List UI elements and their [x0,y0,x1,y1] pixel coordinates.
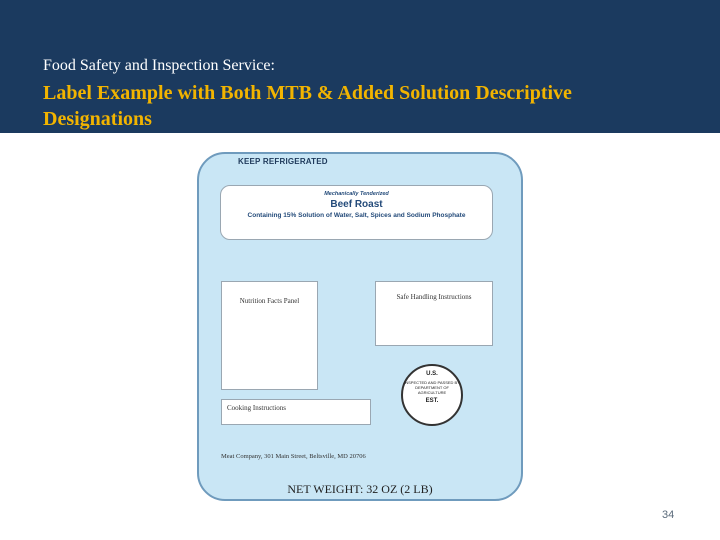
product-name-box [220,185,493,240]
net-weight: NET WEIGHT: 32 OZ (2 LB) [287,482,433,496]
slide-title: Label Example with Both MTB & Added Solution Descriptive Designations [43,82,572,130]
company-address: Meat Company, 301 Main Street, Beltsville, MD 20706 [221,453,366,460]
seal-us-text: U.S. [426,371,438,377]
nutrition-facts-panel [221,281,318,390]
page-number: 34 [662,509,675,521]
mtb-designation: Mechanically Tenderized [324,191,389,197]
cooking-instructions-label: Cooking Instructions [227,404,286,412]
example-meat-label [197,152,523,501]
product-name: Beef Roast [330,199,383,210]
nutrition-facts-label: Nutrition Facts Panel [239,297,300,305]
seal-est-text: EST. [425,398,439,404]
safe-handling-box [375,281,493,346]
safe-handling-label: Safe Handling Instructions [396,293,472,301]
keep-refrigerated-text: KEEP REFRIGERATED [238,157,328,166]
cooking-instructions-box [221,399,371,425]
usda-inspection-seal [401,364,463,426]
slide-header [0,0,720,133]
added-solution-statement: Containing 15% Solution of Water, Salt, Spices and Sodium Phosphate [247,212,466,219]
slide-subtitle: Food Safety and Inspection Service: [43,57,275,74]
seal-inspected-text: INSPECTED AND PASSED BY DEPARTMENT OF AGRICULTURE [404,380,460,395]
